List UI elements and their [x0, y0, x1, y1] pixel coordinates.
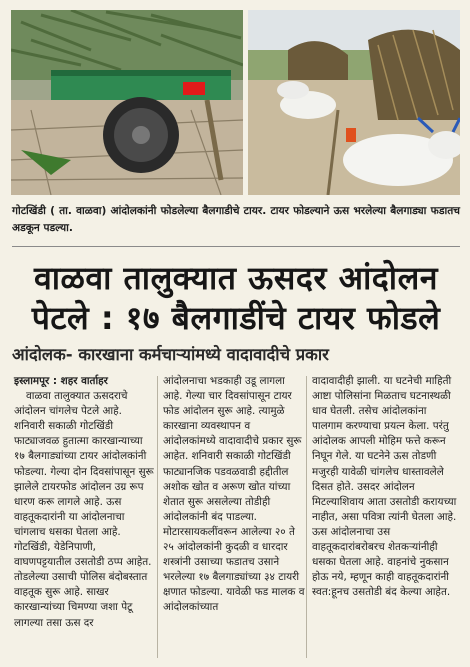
article-column-3 — [312, 374, 458, 600]
photo-damaged-bullock-cart — [11, 10, 243, 195]
column-3-text: वादावादीही झाली. या घटनेची माहिती आष्टा पोलिसांना मिळताच घटनास्थळी धाव घेतली. तसेच आंदोलकांना पालगाम करण्याचा प्रयत्न केला. परंतु आंदोलक आपली मोहिम फत्ते करून निघून गेले. या घटनेने ऊस तोडणी मजुरही यावेळी चांगलेच धास्तावलेले दिसत होते. उसदर आंदोलन मिटल्याशिवाय आता उसतोडी करायच्या नाहीत, असा पवित्रा त्यांनी घेतला आहे. ऊस आंदोलनाचा उस वाहतूकदारांबरोबरच शेतकऱ्यांनीही धसका घेतला आहे. वाहनांचे नुकसान होऊ नये, म्हणून काही वाहतूकदारांनी स्वत:हूनच उसतोडी बंद केल्या आहेत. — [312, 375, 457, 599]
divider-top — [12, 246, 460, 247]
photo-strip — [11, 10, 460, 195]
article-column-2 — [163, 374, 305, 616]
headline-line-1: वाळवा तालुक्यात ऊसदर आंदोलन — [33, 259, 439, 297]
photo-bullocks-resting — [248, 10, 460, 195]
column-1-text: वाळवा तालुक्यात ऊसदराचे आंदोलन चांगलेच पेटले आहे. शनिवारी सकाळी गोटखिंडी फाट्याजवळ हुतात्मा कारखान्याच्या १७ बैलगाड्यांच्या टायर आंदोलकांनी फोडल्या. गेल्या दोन दिवसांपासून सुरू झालेले टायरफोड आंदोलन उग्र रूप धारण करू लागले आहे. ऊस वाहतूकदारांनी या आंदोलनाचा चांगलाच धसका घेतला आहे. गोटखिंडी, येडेनिपाणी, वाघणपट्टयातील उसतोडी ठप्प आहेत. तोडलेल्या उसाची पोलिस बंदोबस्तात वाहतूक सुरू आहे. साखर कारखान्यांच्या चिमण्या जशा पेटू लागल्या तसा ऊस दर — [14, 390, 154, 629]
column-divider-1 — [157, 376, 158, 658]
column-divider-2 — [306, 376, 307, 658]
byline: इस्लामपूर : शहर वार्ताहर — [14, 375, 108, 387]
bullocks-near-sugarcane-image — [248, 10, 460, 195]
bullock-cart-tire-image — [11, 10, 243, 195]
column-2-text: आंदोलनाचा भडकाही उडू लागला आहे. गेल्या चार दिवसांपासून टायर फोड आंदोलन सुरू आहे. त्यामुळे कारखाना व्यवस्थापन व आंदोलकांमध्ये वादावादीचे प्रकार सुरू आहेत. शनिवारी सकाळी गोटखिंडी फाट्यानजिक पडवळवाडी हद्दीतील अशोक खोत व अरूण खोत यांच्या शेतात सुरू असलेल्या तोडीही आंदोलकांनी बंद पाडल्या. मोटारसायकलींवरून आलेल्या २० ते २५ आंदोलकांनी कुदळी व धारदार शस्त्रांनी उसाच्या फडातच उसाने भरलेल्या १७ बैलगाड्यांच्या ३४ टायरी क्षणात फोडल्या. यावेळी फड मालक व आंदोलकांच्यात — [163, 375, 305, 614]
headline-line-2: पेटले : १७ बैलगाडींचे टायर फोडले — [31, 299, 441, 337]
subheadline: आंदोलक- कारखाना कर्मचाऱ्यांमध्ये वादावादीचे प्रकार — [12, 345, 329, 364]
photo-caption: गोटखिंडी ( ता. वाळवा) आंदोलकांनी फोडलेल्या बैलगाडीचे टायर. टायर फोडल्याने ऊस भरलेल्या बैलगाड्या फडातच अडकून पडल्या. — [12, 205, 460, 234]
article-column-1 — [14, 374, 156, 631]
